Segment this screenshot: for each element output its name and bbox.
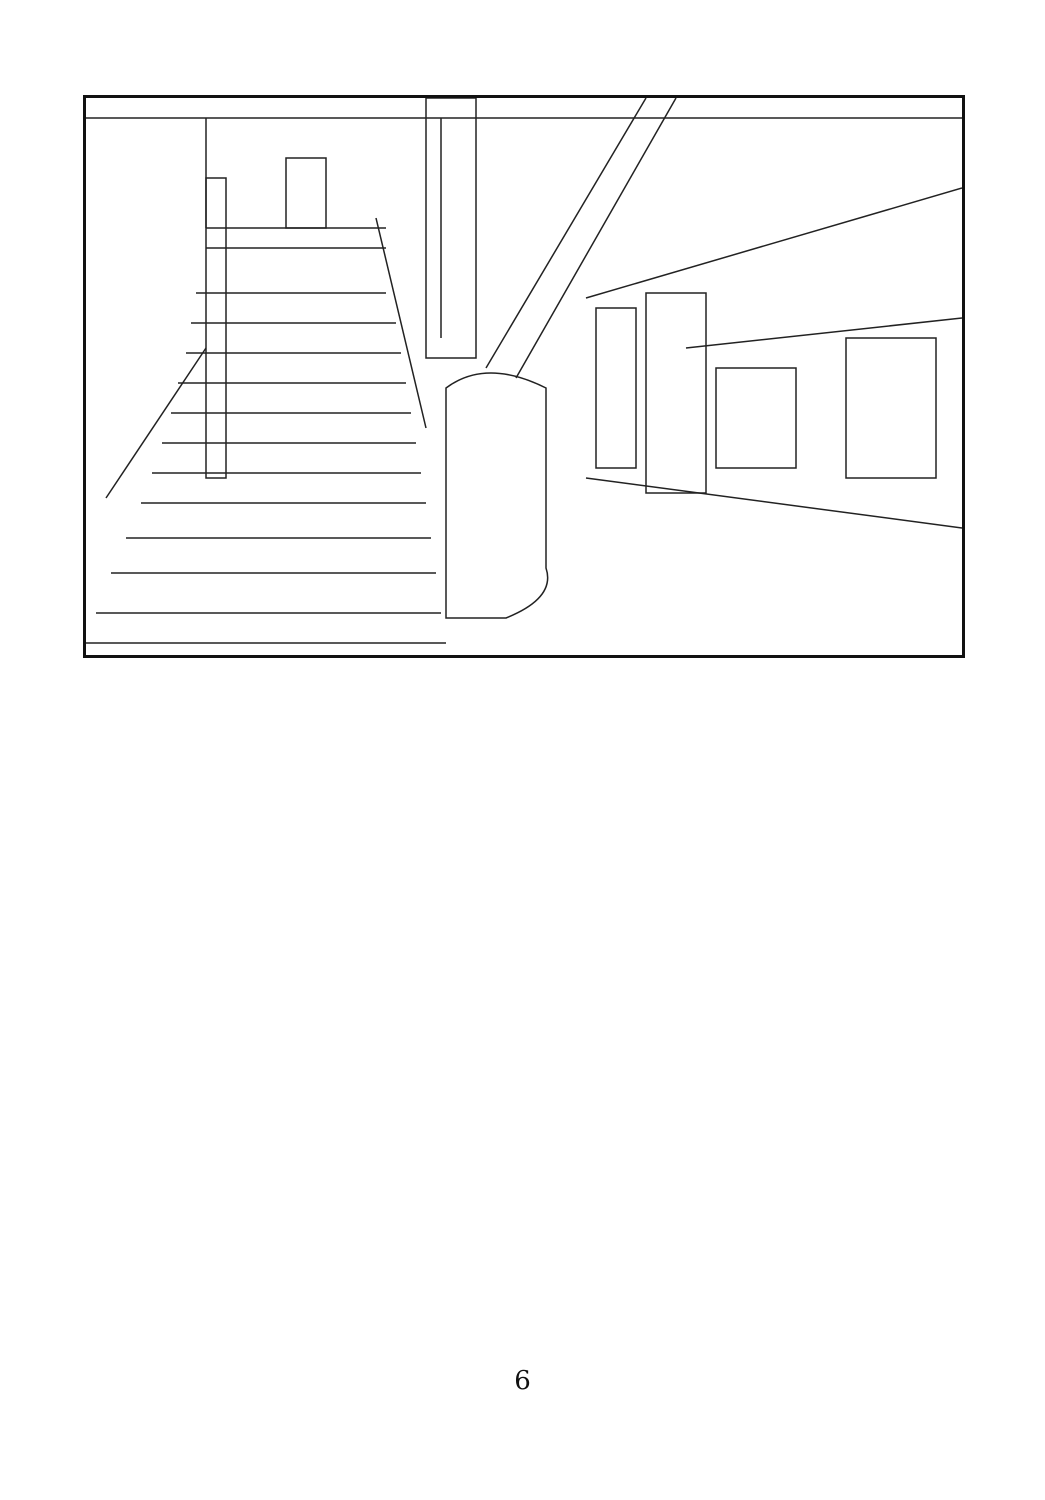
illustration-panel-staircase (83, 95, 965, 658)
stair-steps (86, 293, 446, 643)
page-number: 6 (514, 1366, 531, 1396)
staircase-hallway-drawing (86, 98, 962, 655)
vertical-text-block-omitted (150, 790, 910, 1350)
